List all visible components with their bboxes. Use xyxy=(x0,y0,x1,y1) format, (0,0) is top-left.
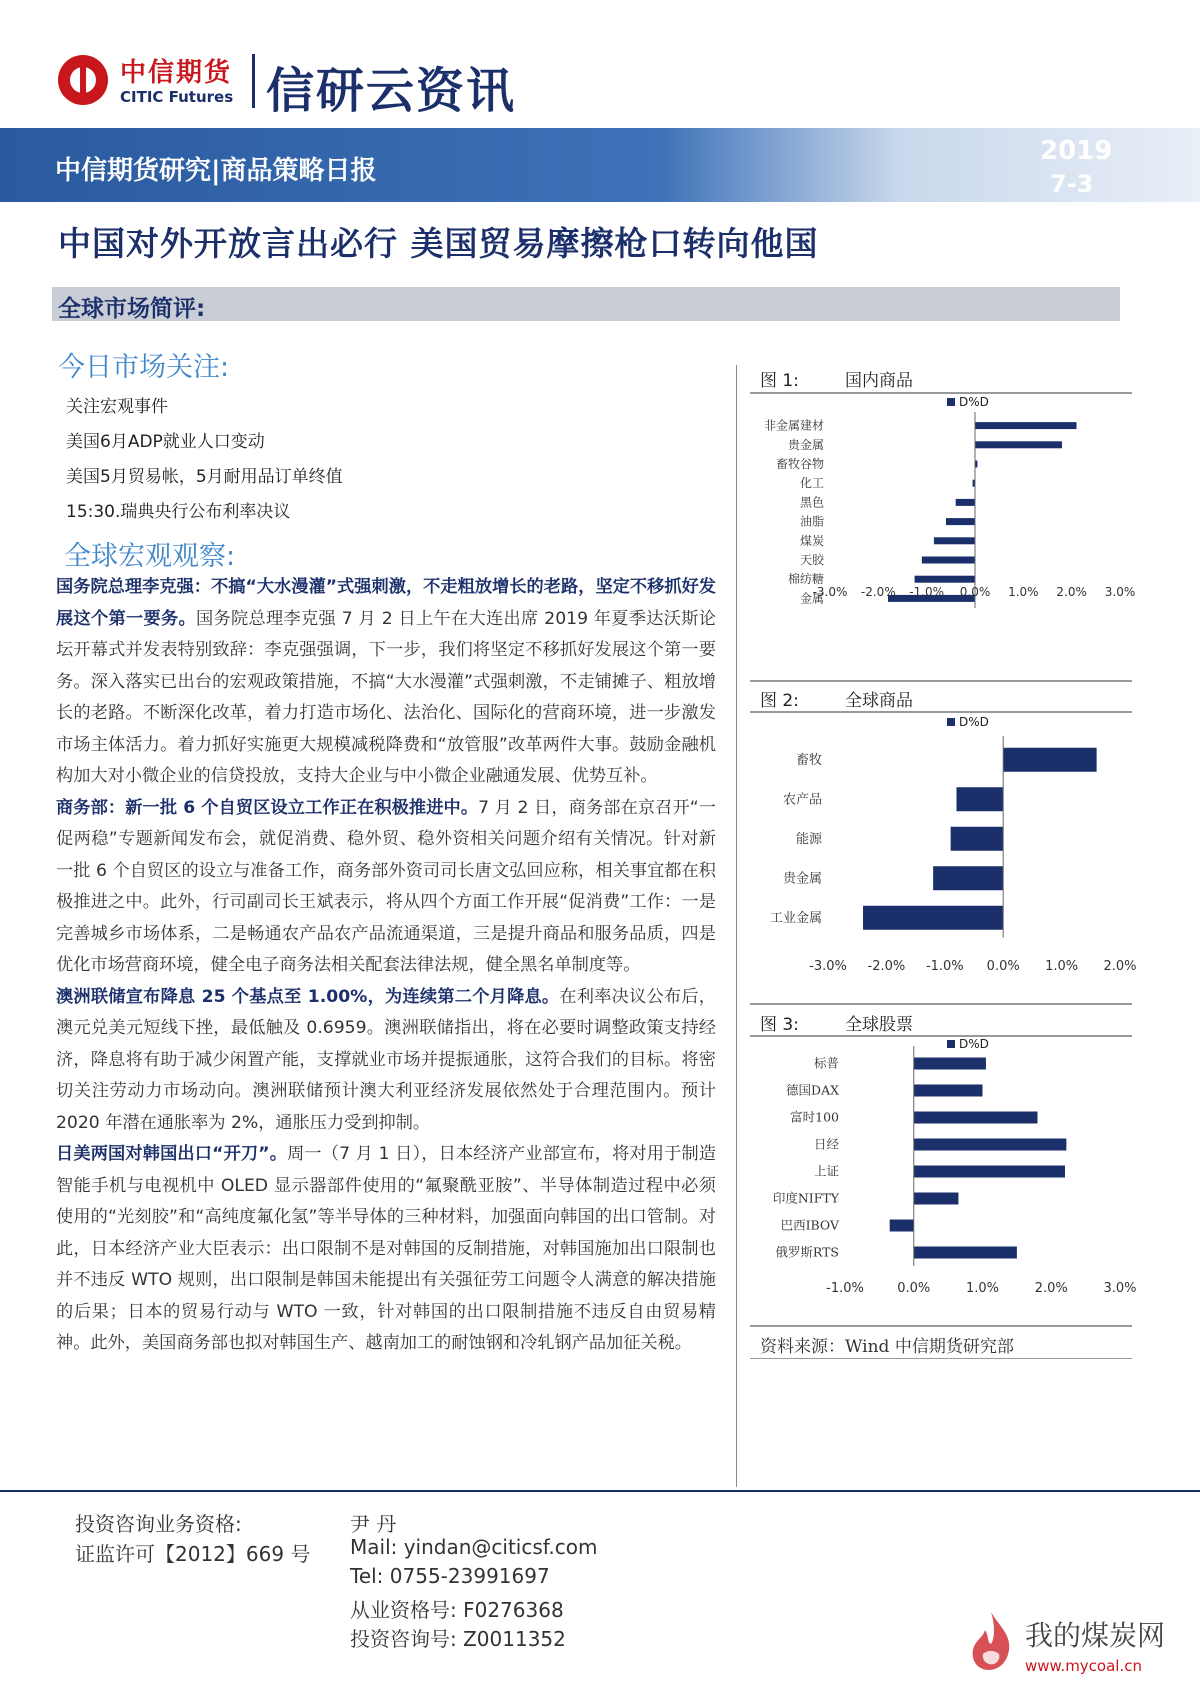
legend-label: D%D xyxy=(959,715,989,729)
citic-logo-icon xyxy=(58,55,108,105)
watermark-url: www.mycoal.cn xyxy=(1025,1657,1142,1675)
bar xyxy=(933,866,1003,890)
bar xyxy=(890,1220,914,1232)
tick-label: 2.0% xyxy=(1056,585,1087,599)
paragraph-text: 国务院总理李克强 7 月 2 日上午在大连出席 2019 年夏季达沃斯论坛开幕式并发表特别致辞：李克强强调，下一步，我们将坚定不移抓好发展这个第一要务。深入落实已出台的宏观政策措施，不搞“大水漫灌”式强刺激，不走铺摊子、粗放增长的老路。不断深化改革，着力打造市场化、法治化、国际化的营商环境，进一步激发市场主体活力。着力抓好实施更大规模减税降费和“放管服”改革两件大事。鼓励金融机构加大对小微企业的信贷投放，支持大企业与中小微企业融通发展、优势互补。 xyxy=(56,608,716,786)
figure-rule xyxy=(750,1035,1132,1037)
bar xyxy=(975,422,1077,429)
tick-label: 0.0% xyxy=(959,585,991,599)
legend-swatch xyxy=(947,718,955,726)
tick-label: 2.0% xyxy=(1103,959,1137,974)
analyst-mail: Mail: yindan@citicsf.com xyxy=(350,1535,598,1559)
paragraph-lead: 国务院总理李克强：不搞“大水漫灌”式强刺激，不走粗放增长的老路，坚定不移抓好发展这个第一要务。 xyxy=(56,577,716,629)
watch-item: 关注宏观事件 xyxy=(66,397,168,417)
footer-rule xyxy=(0,1490,1200,1492)
watch-item: 美国5月贸易帐，5月耐用品订单终值 xyxy=(66,467,343,487)
paragraph-text: 7 月 2 日，商务部在京召开“一促两稳”专题新闻发布会，就促消费、稳外贸、稳外资相关问题介绍有关情况。针对新一批 6 个自贸区的设立与准备工作，商务部外资司司长唐文弘回应称，相关事宜都在积极推进之中。此外，行司副司长王斌表示，将从四个方面工作开展“促消费”工作：一是完善城乡市场体系，二是畅通农产品农产品流通渠道，三是提升商品和服务品质，四是优化市场营商环境，健全电子商务法相关配套法律法规，健全黑名单制度等。 xyxy=(56,797,716,975)
category-label: 日经 xyxy=(813,1136,839,1152)
bar xyxy=(975,441,1062,448)
tick-label: 0.0% xyxy=(986,959,1020,974)
figure-title: 国内商品 xyxy=(845,371,913,391)
chart-domestic-commodities xyxy=(750,396,1140,656)
tick-label: -2.0% xyxy=(860,585,896,599)
bar xyxy=(922,557,975,564)
bar xyxy=(914,1193,959,1205)
article-paragraph xyxy=(56,982,716,1140)
figure-label: 图 1: xyxy=(760,371,799,391)
category-label: 贵金属 xyxy=(782,871,822,887)
legend-swatch xyxy=(947,1040,955,1048)
tick-label: 1.0% xyxy=(965,1281,1000,1296)
bar xyxy=(914,1112,1038,1124)
category-label: 富时100 xyxy=(790,1109,839,1125)
bar xyxy=(914,1247,1017,1259)
category-label: 俄罗斯RTS xyxy=(775,1244,839,1260)
banner-label: 中信期货研究|商品策略日报 xyxy=(55,156,377,186)
category-label: 巴西IBOV xyxy=(780,1217,839,1233)
brand-name-cn: 中信期货 xyxy=(120,58,233,88)
category-label: 化工 xyxy=(799,476,824,491)
figure-label: 图 2: xyxy=(760,691,799,711)
analyst-advisory: 投资咨询号: Z0011352 xyxy=(350,1627,566,1651)
watermark-name: 我的煤炭网 xyxy=(1025,1619,1166,1652)
data-source: 资料来源：Wind 中信期货研究部 xyxy=(760,1337,1014,1357)
macro-heading: 全球宏观观察: xyxy=(64,541,236,572)
category-label: 煤炭 xyxy=(799,533,824,548)
section-bar xyxy=(52,287,1120,321)
column-divider xyxy=(736,365,737,1487)
bar xyxy=(914,1139,1067,1151)
bar xyxy=(951,827,1004,851)
paragraph-lead: 日美两国对韩国出口“开刀”。 xyxy=(56,1144,288,1164)
category-label: 工业金属 xyxy=(769,910,822,926)
category-label: 畜牧 xyxy=(795,752,822,768)
page-title: 中国对外开放言出必行 美国贸易摩擦枪口转向他国 xyxy=(58,224,819,263)
watch-item: 15:30.瑞典央行公布利率决议 xyxy=(66,502,291,522)
chart-global-commodities xyxy=(750,714,1140,984)
brand-divider xyxy=(252,54,255,108)
tick-label: -3.0% xyxy=(812,585,848,599)
analyst-name: 尹 丹 xyxy=(350,1512,397,1536)
analyst-tel: Tel: 0755-23991697 xyxy=(350,1564,550,1588)
figure-title: 全球商品 xyxy=(845,691,913,711)
category-label: 非金属建材 xyxy=(763,418,824,433)
tick-label: 0.0% xyxy=(897,1281,931,1296)
qualification-label: 投资咨询业务资格: xyxy=(75,1512,242,1536)
article-paragraph xyxy=(56,1139,716,1360)
bar xyxy=(914,1166,1065,1178)
watch-item: 美国6月ADP就业人口变动 xyxy=(66,432,265,452)
tick-label: 2.0% xyxy=(1034,1281,1068,1296)
category-label: 黑色 xyxy=(799,495,824,510)
bar xyxy=(946,518,975,525)
figure-rule xyxy=(750,680,1132,682)
figure-rule xyxy=(750,1003,1132,1005)
banner-year: 2019 xyxy=(1040,136,1113,166)
license-number: 证监许可【2012】669 号 xyxy=(75,1542,311,1566)
figure-rule xyxy=(750,1325,1132,1327)
tick-label: -2.0% xyxy=(867,959,906,974)
legend-label: D%D xyxy=(959,1038,989,1051)
article-paragraph xyxy=(56,793,716,982)
analyst-cert: 从业资格号: F0276368 xyxy=(350,1598,564,1622)
category-label: 天胶 xyxy=(799,553,824,567)
bar xyxy=(915,576,975,583)
category-label: 贵金属 xyxy=(787,437,824,452)
tick-label: -1.0% xyxy=(925,959,964,974)
banner-date: 7-3 xyxy=(1050,170,1094,198)
figure-rule xyxy=(750,711,1132,713)
bar xyxy=(1003,748,1096,772)
category-label: 油脂 xyxy=(799,514,824,529)
brand-name-en: CITIC Futures xyxy=(120,88,234,106)
chart-global-equities xyxy=(750,1038,1140,1304)
paragraph-lead: 澳洲联储宣布降息 25 个基点至 1.00%，为连续第二个月降息。 xyxy=(56,986,560,1007)
tick-label: 3.0% xyxy=(1104,585,1136,599)
bar xyxy=(956,499,975,506)
bar xyxy=(863,906,1003,930)
tick-label: -1.0% xyxy=(826,1281,864,1296)
tick-label: 3.0% xyxy=(1103,1281,1137,1296)
paragraph-lead: 商务部：新一批 6 个自贸区设立工作正在积极推进中。 xyxy=(56,797,479,818)
figure-label: 图 3: xyxy=(760,1015,799,1035)
paragraph-text: 在利率决议公布后，澳元兑美元短线下挫，最低触及 0.6959。澳洲联储指出，将在必要时调整政策支持经济，降息将有助于减少闲置产能，支撑就业市场并提振通胀，这符合我们的目标。将密切关注劳动力市场动向。澳洲联储预计澳大利亚经济发展依然处于合理范围内。预计 2020 年潜在通胀率为 2%，通胀压力受到抑制。 xyxy=(56,986,716,1133)
bar xyxy=(914,1058,986,1070)
flame-icon xyxy=(965,1610,1017,1672)
category-label: 农产品 xyxy=(782,792,822,808)
category-label: 德国DAX xyxy=(786,1082,839,1098)
tick-label: 1.0% xyxy=(1045,959,1079,974)
legend-swatch xyxy=(947,398,955,406)
category-label: 能源 xyxy=(795,831,822,847)
category-label: 金属 xyxy=(799,591,824,606)
category-label: 印度NIFTY xyxy=(772,1190,839,1206)
category-label: 上证 xyxy=(813,1163,839,1179)
product-title: 信研云资讯 xyxy=(266,63,517,119)
tick-label: -3.0% xyxy=(809,959,847,974)
article-paragraph xyxy=(56,572,716,793)
bar xyxy=(914,1085,983,1097)
bar xyxy=(934,537,975,544)
figure-title: 全球股票 xyxy=(845,1015,913,1035)
watch-heading: 今日市场关注: xyxy=(58,352,230,383)
paragraph-text: 周一（7 月 1 日），日本经济产业部宣布，将对用于制造智能手机与电视机中 OLED 显示器部件使用的“氟聚酰亚胺”、半导体制造过程中必须使用的“光刻胶”和“高纯度氟化氢”等半导体的三种材料，加强面向韩国的出口管制。对此，日本经济产业大臣表示：出口限制不是对韩国的反制措施，对韩国施加出口限制也并不违反 WTO 规则，出口限制是韩国未能提出有关强征劳工问题令人满意的解决措施的后果；日本的贸易行动与 WTO 一致，针对韩国的出口限制措施不违反自由贸易精神。此外，美国商务部也拟对韩国生产、越南加工的耐蚀钢和冷轧钢产品加征关税。 xyxy=(56,1144,716,1353)
tick-label: -1.0% xyxy=(909,585,945,599)
category-label: 棉纺糖 xyxy=(787,572,824,587)
bar xyxy=(956,787,1003,811)
figure-rule xyxy=(750,392,1132,394)
section-heading: 全球市场简评: xyxy=(58,296,206,322)
legend-label: D%D xyxy=(959,396,989,409)
tick-label: 1.0% xyxy=(1008,585,1039,599)
figure-rule xyxy=(750,1358,1132,1359)
category-label: 标普 xyxy=(813,1055,839,1071)
category-label: 畜牧谷物 xyxy=(775,457,824,471)
article-body xyxy=(56,572,716,1360)
